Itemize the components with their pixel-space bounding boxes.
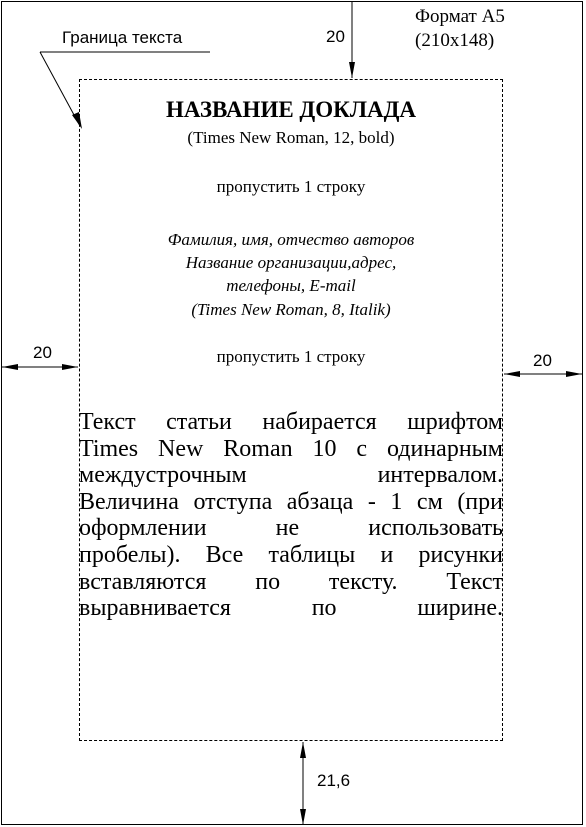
right-dimension-arrow-left [504,371,520,377]
skip-line-note-1: пропустить 1 строку [216,177,366,196]
bottom-dimension-value: 21,6 [317,771,351,790]
body-line: пробелы). Все таблицы и рисунки [79,541,503,568]
body-line: Величина отступа абзаца - 1 см (при [79,488,503,515]
text-boundary-label: Граница текста [62,28,183,47]
organization-line: Название организации,адрес, [185,253,397,272]
left-dimension-arrow-left [2,364,18,370]
left-dimension-value: 20 [33,343,52,362]
body-line: выравнивается по ширине. [79,595,503,622]
body-line: междустрочным интервалом. [79,462,503,489]
authors-line: Фамилия, имя, отчество авторов [167,230,415,249]
authors-font-note: (Times New Roman, 8, Italik) [191,300,391,319]
skip-line-note-2: пропустить 1 строку [216,347,366,366]
format-title: Формат А5 [415,6,505,27]
top-dimension-arrow [349,62,355,78]
title-font-note: (Times New Roman, 12, bold) [187,128,395,147]
body-line: оформлении не использовать [79,515,503,542]
paper-title: НАЗВАНИЕ ДОКЛАДА [165,97,416,122]
contacts-line: телефоны, E-mail [226,276,356,295]
bottom-dimension-arrow-top [300,742,306,758]
left-dimension-arrow-right [62,364,78,370]
body-line: вставляются по тексту. Текст [79,568,503,595]
format-size: (210x148) [415,30,495,51]
bottom-dimension-arrow-bottom [300,809,306,825]
right-dimension-arrow-right [566,371,582,377]
right-dimension-value: 20 [533,351,552,370]
body-line: Текст статьи набирается шрифтом [79,409,503,435]
top-dimension-value: 20 [326,27,345,46]
body-text [79,409,503,622]
body-line: Times New Roman 10 с одинарным [79,435,503,462]
